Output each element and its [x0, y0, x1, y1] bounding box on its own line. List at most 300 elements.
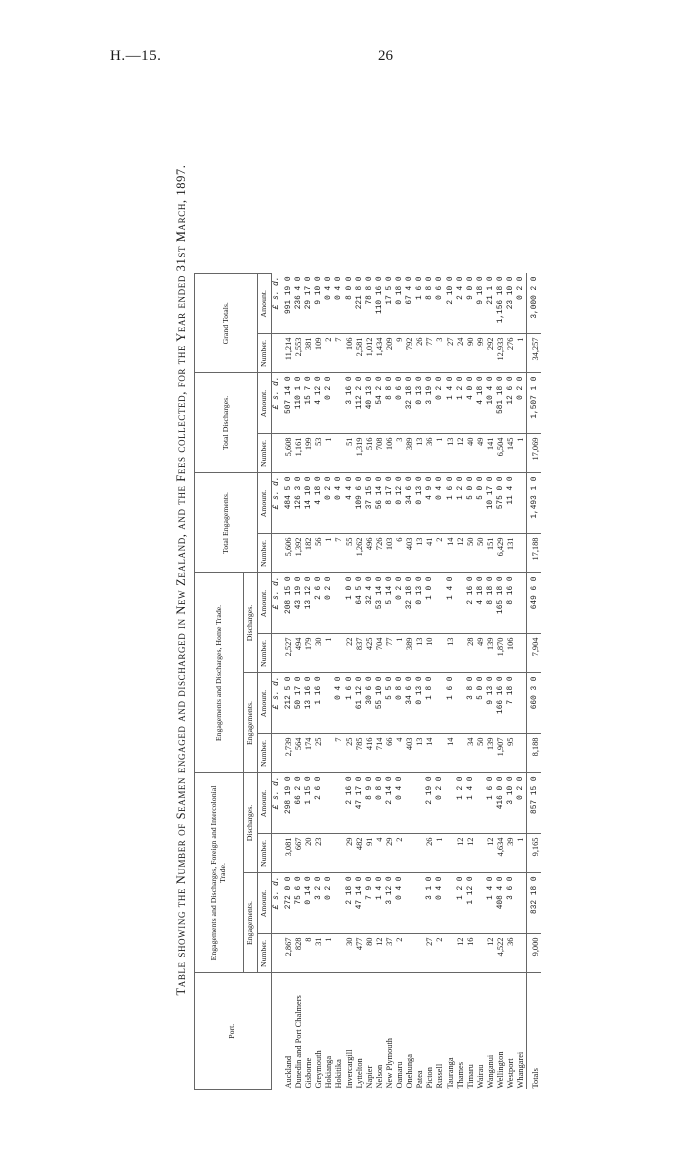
- cell-amount-hd: 32 4 0: [365, 573, 375, 634]
- cell-amount-he: 13 16 0: [304, 673, 314, 734]
- table-row: [466, 274, 476, 1090]
- cell-number-td: 51: [345, 434, 355, 473]
- cell-amount-td: 10 4 0: [486, 373, 496, 434]
- cell-amount-he: 0 4 0: [334, 673, 344, 734]
- units-number-cell: [271, 434, 282, 473]
- cell-amount-td: [334, 373, 344, 434]
- cell-number-hd: 179: [304, 634, 314, 673]
- cell-amount-fe: 0 14 0: [304, 873, 314, 934]
- cell-amount-gt: 29 17 0: [304, 274, 314, 335]
- table-row: [324, 274, 334, 1090]
- cell-number-gt: 26: [415, 334, 425, 373]
- cell-number-gt: 77: [425, 334, 435, 373]
- cell-number-he: 174: [304, 734, 314, 773]
- table-body: [271, 274, 541, 1090]
- cell-number-gt: 2: [324, 334, 334, 373]
- cell-number-td: 1: [435, 434, 445, 473]
- cell-amount-he: [435, 673, 445, 734]
- cell-number-gt: 11,214: [282, 334, 294, 373]
- cell-number-he: [516, 734, 527, 773]
- cell-amount-td: 1 2 0: [456, 373, 466, 434]
- cell-number-he: 7: [334, 734, 344, 773]
- cell-amount-hd: 53 14 0: [375, 573, 385, 634]
- totals-amount-td: 1,507 1 0: [527, 373, 542, 434]
- units-number-cell: [271, 534, 282, 573]
- cell-amount-he: 166 16 0: [496, 673, 506, 734]
- cell-number-fe: [476, 934, 486, 973]
- cell-amount-he: 55 10 0: [375, 673, 385, 734]
- cell-number-fd: 23: [314, 834, 324, 873]
- cell-number-gt: 381: [304, 334, 314, 373]
- port-name: Westport: [506, 1058, 516, 1089]
- cell-amount-td: 15 7 0: [304, 373, 314, 434]
- page-ref: H.—15.: [110, 48, 162, 64]
- cell-amount-he: 1 8 0: [425, 673, 435, 734]
- rotated-table-region: [168, 80, 588, 1100]
- subheader-amount: Amount.: [257, 274, 271, 335]
- table-row: [516, 274, 527, 1090]
- cell-number-fe: 12: [486, 934, 496, 973]
- cell-amount-fd: 66 2 0: [294, 773, 304, 834]
- cell-number-he: 785: [355, 734, 365, 773]
- cell-number-hd: [334, 634, 344, 673]
- cell-amount-te: 126 3 0: [294, 473, 304, 534]
- cell-number-fe: 828: [294, 934, 304, 973]
- subheader-amount: Amount.: [257, 673, 271, 734]
- cell-amount-he: 5 0 0: [476, 673, 486, 734]
- port-name: Hokianga: [324, 1055, 334, 1089]
- cell-number-he: 564: [294, 734, 304, 773]
- cell-number-td: 13: [446, 434, 456, 473]
- cell-amount-td: 8 8 0: [385, 373, 395, 434]
- port-name: Hokitika: [334, 1059, 344, 1089]
- cell-amount-fd: [334, 773, 344, 834]
- cell-amount-te: 0 13 0: [415, 473, 425, 534]
- cell-number-fd: 482: [355, 834, 365, 873]
- cell-number-fd: [324, 834, 334, 873]
- cell-number-fe: [516, 934, 527, 973]
- cell-number-hd: [435, 634, 445, 673]
- cell-amount-he: 30 6 0: [365, 673, 375, 734]
- cell-number-fd: 29: [385, 834, 395, 873]
- cell-amount-hd: [516, 573, 527, 634]
- cell-amount-te: 575 0 0: [496, 473, 506, 534]
- cell-amount-hd: 1 0 0: [345, 573, 355, 634]
- port-name: Wellington: [495, 1051, 505, 1089]
- cell-amount-hd: 43 19 0: [294, 573, 304, 634]
- cell-amount-fe: [446, 873, 456, 934]
- cell-amount-te: 0 4 0: [334, 473, 344, 534]
- cell-number-fd: 12: [456, 834, 466, 873]
- totals-amount-he: 660 3 0: [527, 673, 542, 734]
- cell-amount-hd: 0 13 0: [415, 573, 425, 634]
- cell-number-he: 50: [476, 734, 486, 773]
- port-name: Wanganui: [485, 1054, 495, 1089]
- table-row: [415, 274, 425, 1090]
- units-label: £ s. d.: [271, 573, 282, 634]
- cell-number-gt: 792: [405, 334, 415, 373]
- totals-number-te: 17,188: [527, 534, 542, 573]
- cell-amount-fd: [446, 773, 456, 834]
- cell-number-gt: 9: [395, 334, 405, 373]
- cell-amount-td: 0 2 0: [516, 373, 527, 434]
- cell-number-fe: 8: [304, 934, 314, 973]
- seamen-fees-table: [194, 273, 541, 1090]
- cell-number-te: 13: [415, 534, 425, 573]
- cell-number-td: 516: [365, 434, 375, 473]
- table-row: [476, 274, 486, 1090]
- cell-amount-td: 0 13 0: [415, 373, 425, 434]
- cell-amount-he: [324, 673, 334, 734]
- cell-amount-fe: 408 4 0: [496, 873, 506, 934]
- cell-amount-hd: 1 0 0: [425, 573, 435, 634]
- header-foreign-trade: Engagements and Discharges, Foreign and Intercolonial Trade.: [195, 773, 244, 973]
- table-row: [456, 274, 466, 1090]
- cell-amount-gt: 78 8 0: [365, 274, 375, 335]
- cell-amount-hd: 32 18 0: [405, 573, 415, 634]
- cell-number-te: 14: [446, 534, 456, 573]
- cell-amount-gt: 0 2 0: [516, 274, 527, 335]
- table-row: [282, 274, 294, 1090]
- cell-number-fe: 36: [506, 934, 516, 973]
- cell-number-td: 106: [385, 434, 395, 473]
- cell-number-gt: 1: [516, 334, 527, 373]
- port-name: Timaru: [465, 1064, 475, 1089]
- port-name: Auckland: [284, 1055, 293, 1089]
- cell-amount-he: [516, 673, 527, 734]
- cell-number-gt: 292: [486, 334, 496, 373]
- cell-amount-fd: 416 0 0: [496, 773, 506, 834]
- cell-amount-te: 10 17 0: [486, 473, 496, 534]
- cell-number-gt: 7: [334, 334, 344, 373]
- cell-number-td: 3: [395, 434, 405, 473]
- table-row: [304, 274, 314, 1090]
- port-name: Russell: [435, 1063, 445, 1089]
- units-number-cell: [271, 834, 282, 873]
- units-label: £ s. d.: [271, 873, 282, 934]
- units-label: £ s. d.: [271, 473, 282, 534]
- cell-amount-td: 0 2 0: [324, 373, 334, 434]
- cell-number-te: 103: [385, 534, 395, 573]
- cell-number-td: 36: [425, 434, 435, 473]
- cell-number-gt: 2,581: [355, 334, 365, 373]
- totals-number-fe: 9,000: [527, 934, 542, 973]
- cell-number-he: 1,907: [496, 734, 506, 773]
- cell-number-hd: 1: [395, 634, 405, 673]
- cell-amount-gt: 1 6 0: [415, 274, 425, 335]
- cell-amount-fe: 2 18 0: [345, 873, 355, 934]
- cell-number-he: 95: [506, 734, 516, 773]
- cell-amount-fe: [476, 873, 486, 934]
- port-name: Dunedin and Port Chalmers: [294, 995, 304, 1089]
- cell-number-td: 40: [466, 434, 476, 473]
- cell-amount-fe: 75 6 0: [294, 873, 304, 934]
- cell-amount-he: 0 13 0: [415, 673, 425, 734]
- cell-amount-hd: 165 18 0: [496, 573, 506, 634]
- cell-number-te: 6,429: [496, 534, 506, 573]
- table-row: [334, 274, 344, 1090]
- cell-number-gt: 99: [476, 334, 486, 373]
- cell-number-td: 49: [476, 434, 486, 473]
- units-number-cell: [271, 734, 282, 773]
- subheader-amount: Amount.: [257, 573, 271, 634]
- cell-number-fd: 2: [395, 834, 405, 873]
- cell-number-gt: 12,933: [496, 334, 506, 373]
- cell-amount-he: 50 17 0: [294, 673, 304, 734]
- subheader-amount: Amount.: [257, 873, 271, 934]
- cell-number-fe: 2: [435, 934, 445, 973]
- table-caption: Table showing the Number of Seamen engaged and discharged in New Zealand, and the Fees collected, for the Year ended 31st March, 1897.: [174, 164, 188, 996]
- table-row: [405, 274, 415, 1090]
- cell-amount-fe: 1 4 0: [375, 873, 385, 934]
- cell-number-fd: 3,081: [282, 834, 294, 873]
- cell-amount-fd: 2 19 0: [425, 773, 435, 834]
- cell-number-fe: [405, 934, 415, 973]
- cell-amount-gt: 67 4 0: [405, 274, 415, 335]
- cell-amount-fe: [415, 873, 425, 934]
- cell-number-td: [334, 434, 344, 473]
- cell-number-hd: [516, 634, 527, 673]
- port-name: Gisborne: [304, 1057, 314, 1089]
- cell-number-fd: 4,634: [496, 834, 506, 873]
- totals-number-fd: 9,165: [527, 834, 542, 873]
- table-row: [385, 274, 395, 1090]
- cell-amount-hd: 5 14 0: [385, 573, 395, 634]
- cell-amount-hd: 2 16 0: [466, 573, 476, 634]
- table-row: [314, 274, 324, 1090]
- table-row: [486, 274, 496, 1090]
- cell-amount-te: 1 6 0: [446, 473, 456, 534]
- cell-number-hd: 13: [446, 634, 456, 673]
- cell-number-te: 7: [334, 534, 344, 573]
- cell-amount-td: 507 14 0: [282, 373, 294, 434]
- cell-amount-td: 4 0 0: [466, 373, 476, 434]
- cell-number-fd: [405, 834, 415, 873]
- cell-number-fe: 16: [466, 934, 476, 973]
- cell-amount-gt: 2 4 0: [456, 274, 466, 335]
- cell-number-fd: 39: [506, 834, 516, 873]
- cell-number-fd: [415, 834, 425, 873]
- subheader-number: Number.: [257, 834, 271, 873]
- cell-number-he: 14: [446, 734, 456, 773]
- cell-amount-gt: 9 10 0: [314, 274, 324, 335]
- cell-amount-te: 1 2 0: [456, 473, 466, 534]
- page-number: 26: [378, 48, 393, 64]
- cell-amount-he: 9 13 0: [486, 673, 496, 734]
- cell-amount-hd: 0 2 0: [395, 573, 405, 634]
- cell-amount-gt: 221 8 0: [355, 274, 365, 335]
- units-label: £ s. d.: [271, 373, 282, 434]
- cell-number-fd: 29: [345, 834, 355, 873]
- port-name: Oamaru: [395, 1061, 405, 1089]
- subheader-number: Number.: [257, 734, 271, 773]
- cell-amount-td: 4 18 0: [476, 373, 486, 434]
- cell-number-he: [324, 734, 334, 773]
- cell-amount-gt: 1,156 18 0: [496, 274, 506, 335]
- cell-amount-he: 0 8 0: [395, 673, 405, 734]
- cell-amount-fe: 1 4 0: [486, 873, 496, 934]
- cell-amount-te: 4 4 0: [345, 473, 355, 534]
- cell-number-td: 1,319: [355, 434, 365, 473]
- cell-amount-hd: 208 15 0: [282, 573, 294, 634]
- cell-number-he: 4: [395, 734, 405, 773]
- cell-number-te: 50: [476, 534, 486, 573]
- cell-amount-gt: 0 4 0: [334, 274, 344, 335]
- cell-amount-fe: [334, 873, 344, 934]
- cell-amount-fe: 3 12 0: [385, 873, 395, 934]
- cell-amount-gt: 236 4 0: [294, 274, 304, 335]
- cell-amount-gt: 0 6 0: [435, 274, 445, 335]
- cell-amount-td: 54 2 0: [375, 373, 385, 434]
- cell-amount-td: 3 16 0: [345, 373, 355, 434]
- cell-number-hd: 13: [415, 634, 425, 673]
- header-total-engagements: Total Engagements.: [195, 473, 258, 573]
- cell-number-fe: 477: [355, 934, 365, 973]
- subheader-row: [257, 274, 271, 1090]
- cell-amount-fd: 2 6 0: [314, 773, 324, 834]
- port-name: Napier: [364, 1065, 374, 1089]
- cell-amount-he: 61 12 0: [355, 673, 365, 734]
- cell-number-hd: 389: [405, 634, 415, 673]
- port-name: Whangarei: [516, 1051, 526, 1089]
- cell-amount-te: 484 5 0: [282, 473, 294, 534]
- cell-amount-gt: 9 18 0: [476, 274, 486, 335]
- cell-number-td: 1,161: [294, 434, 304, 473]
- cell-number-fe: 4,522: [496, 934, 506, 973]
- cell-amount-gt: 2 10 0: [446, 274, 456, 335]
- subheader-amount: Amount.: [257, 373, 271, 434]
- cell-number-he: 34: [466, 734, 476, 773]
- cell-number-te: 1: [324, 534, 334, 573]
- cell-number-fd: 12: [466, 834, 476, 873]
- cell-number-hd: 77: [385, 634, 395, 673]
- cell-number-hd: 494: [294, 634, 304, 673]
- cell-amount-hd: [435, 573, 445, 634]
- cell-number-te: 6: [395, 534, 405, 573]
- cell-number-hd: 139: [486, 634, 496, 673]
- cell-number-te: 50: [466, 534, 476, 573]
- cell-number-te: 56: [314, 534, 324, 573]
- units-label: £ s. d.: [271, 274, 282, 335]
- cell-amount-fe: [405, 873, 415, 934]
- cell-amount-fd: 8 9 0: [365, 773, 375, 834]
- header-foreign-discharges: Discharges.: [244, 773, 258, 873]
- table-row: [395, 274, 405, 1090]
- cell-amount-fd: [324, 773, 334, 834]
- cell-amount-fe: 0 4 0: [435, 873, 445, 934]
- cell-amount-te: 34 6 0: [405, 473, 415, 534]
- cell-number-he: 25: [345, 734, 355, 773]
- table-row: [506, 274, 516, 1090]
- cell-number-td: 141: [486, 434, 496, 473]
- cell-amount-fd: 1 15 0: [304, 773, 314, 834]
- cell-amount-td: 4 12 0: [314, 373, 324, 434]
- cell-amount-gt: 23 10 0: [506, 274, 516, 335]
- cell-amount-he: [456, 673, 466, 734]
- units-label: £ s. d.: [271, 773, 282, 834]
- cell-amount-fd: [415, 773, 425, 834]
- cell-number-te: 1,262: [355, 534, 365, 573]
- cell-amount-hd: 64 5 0: [355, 573, 365, 634]
- header-home-discharges: Discharges.: [244, 573, 258, 673]
- cell-amount-te: [516, 473, 527, 534]
- table-row: [425, 274, 435, 1090]
- cell-number-fd: 667: [294, 834, 304, 873]
- cell-number-td: 708: [375, 434, 385, 473]
- cell-number-hd: [456, 634, 466, 673]
- cell-amount-fd: [405, 773, 415, 834]
- port-name: Invercargill: [344, 1049, 354, 1089]
- cell-amount-he: 34 6 0: [405, 673, 415, 734]
- cell-number-td: 6,504: [496, 434, 506, 473]
- cell-amount-hd: 2 6 0: [314, 573, 324, 634]
- cell-number-hd: 10: [425, 634, 435, 673]
- cell-number-te: 726: [375, 534, 385, 573]
- cell-number-fd: 20: [304, 834, 314, 873]
- cell-number-td: 1: [516, 434, 527, 473]
- port-name: Tauranga: [445, 1057, 455, 1089]
- units-number-cell: [271, 634, 282, 673]
- cell-number-hd: 704: [375, 634, 385, 673]
- cell-amount-gt: 17 5 0: [385, 274, 395, 335]
- cell-amount-he: 3 8 0: [466, 673, 476, 734]
- cell-amount-fd: 298 19 0: [282, 773, 294, 834]
- cell-amount-td: 40 13 0: [365, 373, 375, 434]
- cell-number-he: 2,739: [282, 734, 294, 773]
- cell-number-fd: 1: [435, 834, 445, 873]
- cell-number-hd: 30: [314, 634, 324, 673]
- port-name: New Plymouth: [384, 1038, 394, 1089]
- totals-number-hd: 7,904: [527, 634, 542, 673]
- cell-amount-hd: 13 12 0: [304, 573, 314, 634]
- port-name: Nelson: [374, 1064, 384, 1089]
- cell-number-te: 403: [405, 534, 415, 573]
- cell-number-fe: 12: [456, 934, 466, 973]
- cell-number-td: 1: [324, 434, 334, 473]
- cell-number-gt: 1,012: [365, 334, 375, 373]
- cell-number-fe: 80: [365, 934, 375, 973]
- cell-number-hd: 425: [365, 634, 375, 673]
- cell-amount-gt: 991 19 0: [282, 274, 294, 335]
- cell-amount-fe: 0 2 0: [324, 873, 334, 934]
- cell-number-he: 403: [405, 734, 415, 773]
- cell-number-fd: [446, 834, 456, 873]
- subheader-amount: Amount.: [257, 773, 271, 834]
- cell-amount-hd: 8 16 0: [506, 573, 516, 634]
- table-row: [496, 274, 506, 1090]
- cell-amount-fe: 1 2 0: [456, 873, 466, 934]
- cell-amount-hd: [456, 573, 466, 634]
- totals-row: [527, 274, 542, 1090]
- cell-amount-gt: 8 0 0: [345, 274, 355, 335]
- cell-amount-fd: 0 8 0: [375, 773, 385, 834]
- port-name: Patea: [415, 1070, 425, 1089]
- cell-amount-gt: 8 8 0: [425, 274, 435, 335]
- cell-number-fe: 1: [324, 934, 334, 973]
- cell-amount-hd: 1 4 0: [446, 573, 456, 634]
- cell-number-he: 66: [385, 734, 395, 773]
- port-name: Picton: [425, 1067, 435, 1089]
- units-number-cell: [271, 334, 282, 373]
- cell-number-fe: 27: [425, 934, 435, 973]
- header-home-trade: Engagements and Discharges, Home Trade.: [195, 573, 244, 773]
- subheader-number: Number.: [257, 334, 271, 373]
- cell-amount-he: 1 16 0: [314, 673, 324, 734]
- cell-number-td: 53: [314, 434, 324, 473]
- cell-number-te: 496: [365, 534, 375, 573]
- cell-number-td: 145: [506, 434, 516, 473]
- cell-number-td: 12: [456, 434, 466, 473]
